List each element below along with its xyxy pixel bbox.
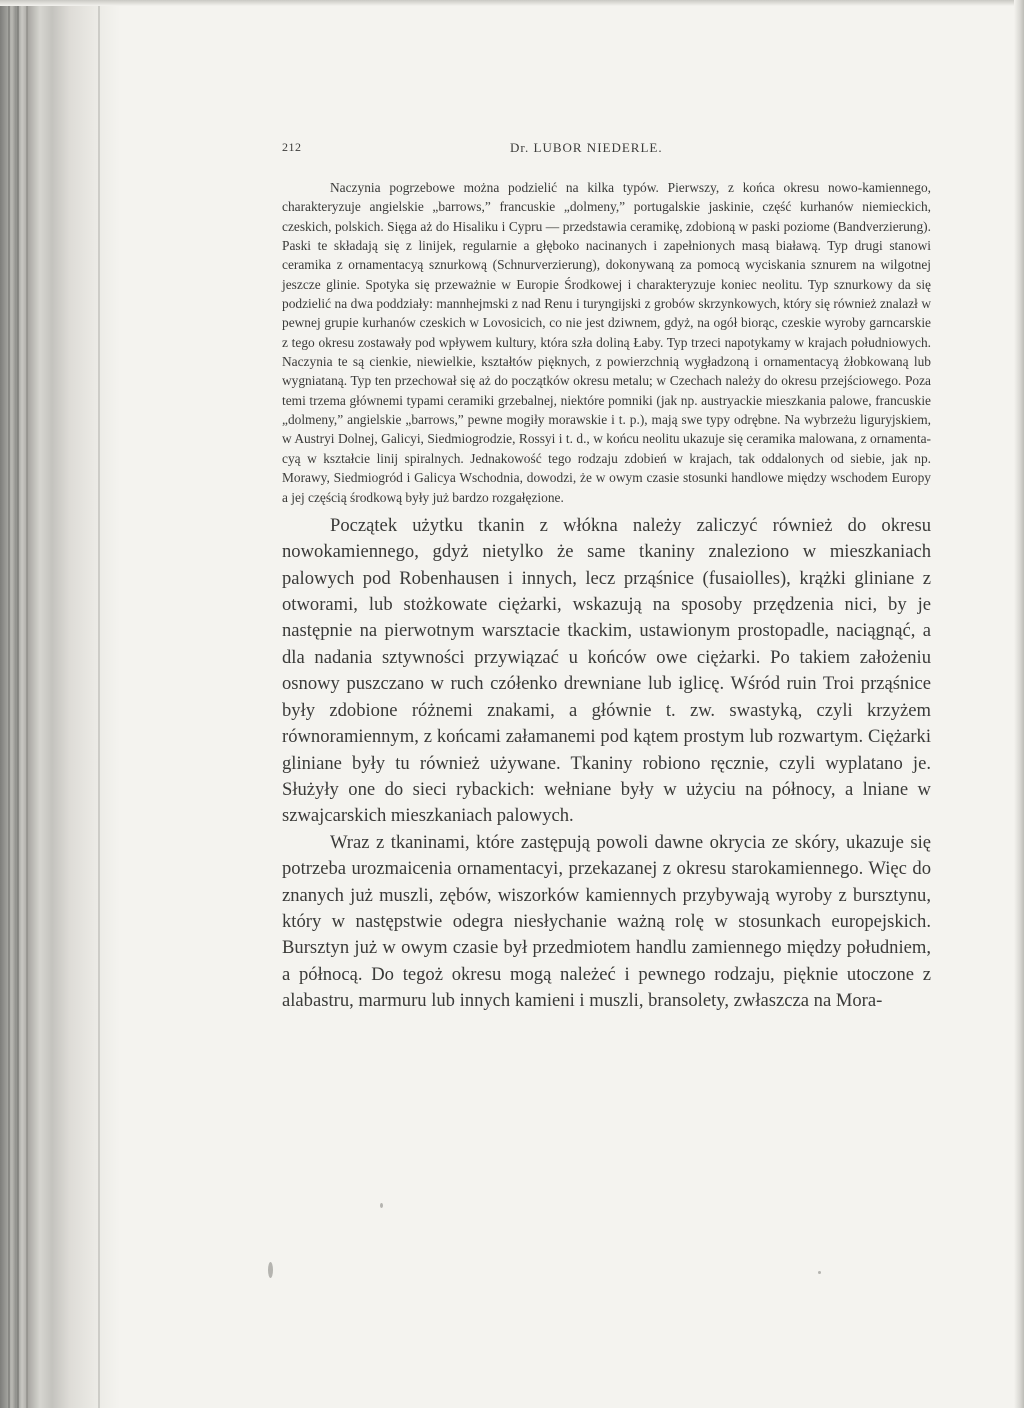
paragraph-ornaments: Wraz z tkaninami, które zastępują powoli dawne okrycia ze skóry, ukazuje się potrzeba urozmaicenia ornamentacyi, przekazanej z okresu starokamiennego. Więc do znanych już muszli, zębów, wiszorków kamiennych przybywają wyroby z bursztynu, który w następstwie odegra niesłychanie ważną rolę w stosunkach europejskich. Bursztyn już w owym czasie był przedmiotem handlu zamiennego między południem, a północą. Do tegoż okresu mogą należeć i pewnego rodzaju, pięknie utoczone z alabastru, marmuru lub innych kamieni i muszli, bransolety, zwłaszcza na Mora- — [282, 831, 931, 1012]
large-print-section — [282, 513, 931, 1015]
gutter-line — [17, 0, 19, 1408]
body-text — [282, 178, 931, 1015]
smudge-mark — [268, 1262, 273, 1278]
paragraph-ceramics: Naczynia pogrzebowe można podzielić na kilka typów. Pierwszy, z końca okresu nowo-kamiennego, charakteryzuje angielskie „barrows,” francuskie „dolmeny,” portugalskie jaskinie, część kurhanów niemieckich, czeskich, polskich. Sięga aż do Hisaliku i Cypru — przedstawia ceramikę, zdobioną w paski poziome (Bandverzierung). Paski te składają się z linijek, regularnie a głęboko nacinanych i zapełnionych masą białawą. Typ drugi stanowi ceramika z ornamentacyą sznurkową (Schnurverzierung), dokonywaną za pomocą wyciskania sznurem na wilgotnej jeszcze glinie. Spotyka się przeważnie w Europie Środkowej i charakteryzuje koniec neolitu. Typ sznurkowy da się podzielić na dwa poddziały: mannhejmski z nad Renu i turyngijski z grobów skrzynkowych, który się również znalazł w pewnej grupie kurhanów czeskich w Lovosicich, co nie jest dziwnem, gdyż, na ogół biorąc, czeskie wyroby garncarskie z tego okresu zostawały pod wpływem kultury, która szła doliną Łaby. Typ trzeci napotykamy w krajach południowych. Naczynia te są cienkie, niewielkie, kształtów pięknych, z powierzchnią wygładzoną i ornamentacyą żłobkowaną lub wygniataną. Typ ten przechował się aż do początków okresu metalu; w Czechach należy do okresu przejściowego. Poza temi trzema głównemi typami ceramiki grzebalnej, niektóre pomniki (jak np. austryackie mieszkania palowe, francuskie „dolmeny,” angielskie „barrows,” pewne mogiły morawskie i t. p.), mają swe typy odrębne. Na wybrzeżu liguryjskiem, w Austryi Dolnej, Galicyi, Siedmiogrodzie, Rossyi i t. d., w końcu neolitu ukazuje się ceramika malowana, z ornamentacyą w kształcie linij spiralnych. Jednakowość tego rodzaju zdobień w krajach, tak oddalonych od siebie, jak np. Morawy, Siedmiogród i Galicya Wschodnia, dowodzi, że w owym czasie stosunki handlowe między wschodem Europy a jej częścią środkową były już bardzo rozgałęzione. — [282, 180, 931, 505]
gutter-line — [26, 0, 28, 1408]
page-header — [282, 140, 932, 160]
gutter-line — [98, 0, 100, 1408]
right-edge — [1014, 0, 1024, 1408]
smudge-mark — [818, 1271, 821, 1274]
smudge-mark — [380, 1203, 383, 1208]
gutter-line — [8, 0, 10, 1408]
page-number: 212 — [282, 140, 302, 154]
running-head: Dr. LUBOR NIEDERLE. — [510, 140, 663, 155]
paragraph-textiles: Początek użytku tkanin z włókna należy zaliczyć również do okresu nowokamiennego, gdyż nietylko że same tkaniny znaleziono w mieszkaniach palowych pod Robenhausen i innych, lecz prząśnice (fusaiolles), krążki gliniane z otworami, lub stożkowate ciężarki, wskazują na sposoby przędzenia nici, by je następnie na pierwotnym warsztacie tkackim, ustawionym prostopadle, naciągnąć, a dla nadania sztywności przywiązać u końców owe ciężarki. Po takiem założeniu osnowy puszczano w ruch czółenko drewniane lub iglicę. Wśród ruin Troi prząśnice były zdobione różnemi znakami, a głównie t. zw. swastyką, czyli krzyżem równoramiennym, z końcami załamanemi pod kątem prostym lub rozwartym. Ciężarki gliniane były tu również używane. Tkaniny robiono ręcznie, czyli wyplatano je. Służyły one do sieci rybackich: wełniane były w użyciu na północy, a lniane w szwajcarskich mieszkaniach palowych. — [282, 514, 931, 827]
top-edge — [0, 0, 1024, 6]
small-print-section — [282, 178, 931, 507]
